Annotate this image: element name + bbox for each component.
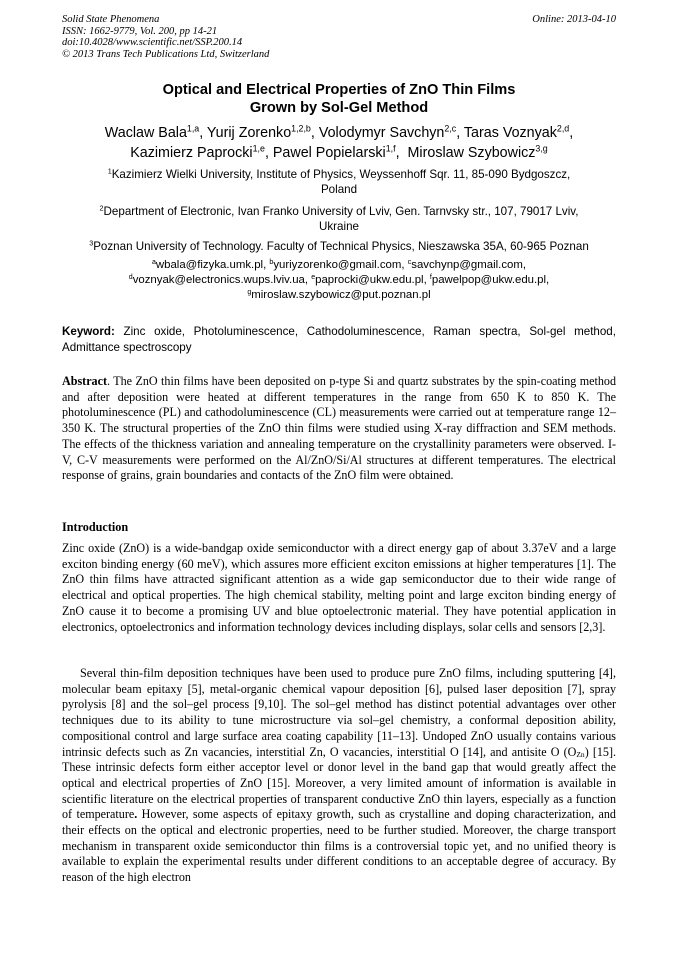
keywords bbox=[62, 324, 616, 355]
author: Pawel Popielarski$^{1,f}$ bbox=[272, 143, 396, 161]
email-link[interactable]: $^f$pawelpop@ukw.edu.pl bbox=[429, 273, 547, 286]
section-heading-introduction: Introduction bbox=[62, 520, 129, 534]
author: Volodymyr Savchyn$^{2,c}$ bbox=[318, 123, 457, 141]
abstract-text: . The ZnO thin films have been deposited on p-type Si and quartz substrates by the spin-coating method and after deposition were heated at different temperatures in the range from 650 K to 850 K. The photoluminescence (PL) and cathodoluminescence (CL) measurements were carried out at temperature range 12–350 K. The structural properties of the ZnO thin films were studied using X-ray diffraction and SEM methods. The effects of the thickness variation and annealing temperature on the crystallinity parameters were observed. I-V, C-V measurements were performed on the Al/ZnO/Si/Al structures at different temperatures. The electrical response of grains, grain boundaries and contacts of the ZnO film were obtained. bbox=[62, 374, 616, 483]
email-link[interactable]: $^d$voznyak@electronics.wups.lviv.ua bbox=[128, 273, 305, 286]
email-list: $^a$wbala@fizyka.umk.pl, $^b$yuriyzorenko@gmail.com, $^c$savchynp@gmail.com, $^d$voznyak@electronics.wups.lviv.ua, $^e$paprocki@ukw.edu.pl, $^f$pawelpop@ukw.edu.pl, $^g$miroslaw.szybowicz@put.poznan.pl bbox=[128, 258, 550, 301]
journal-issn: ISSN: 1662-9779, Vol. 200, pp 14-21 bbox=[62, 25, 218, 37]
keywords-text: Zinc oxide, Photoluminescence, Cathodoluminescence, Raman spectra, Sol-gel method, Admittance spectroscopy bbox=[62, 325, 616, 354]
email-link[interactable]: $^c$savchynp@gmail.com bbox=[407, 258, 523, 271]
abstract-label: Abstract bbox=[62, 374, 108, 388]
author-list: Waclaw Bala$^{1,a}$, Yurij Zorenko$^{1,2,b}$, Volodymyr Savchyn$^{2,c}$, Taras Voznyak$^{2,d}$, Kazimierz Paprocki$^{1,e}$, Pawel Popielarski$^{1,f}$, Miroslaw Szybowicz$^{3,g}$ bbox=[104, 123, 574, 161]
introduction-paragraph-1: Zinc oxide (ZnO) is a wide-bandgap oxide semiconductor with a direct energy gap of about 3.37eV and a large exciton binding energy (60 meV), which assures more efficient exciton emissions at higher temperatures [1]. The ZnO thin films have attracted significant attention as a wide gap semiconductor due to their wide range of electrical and optical properties. The high chemical stability, melting point and large exciton binding energy of ZnO cause it to become a promising UV and blue optoelectronic material. They have potential application in electronics, optoelectronics and information technology devices including displays, solar cells and sensors [2,3]. bbox=[62, 541, 616, 634]
affiliation-3: $^3$Poznan University of Technology. Faculty of Technical Physics, Nieszawska 35A, 60-965 Poznan bbox=[89, 238, 589, 253]
paper-title: Optical and Electrical Properties of ZnO Thin Films Grown by Sol-Gel Method bbox=[162, 82, 516, 116]
author: Kazimierz Paprocki$^{1,e}$ bbox=[130, 143, 265, 161]
online-date: Online: 2013-04-10 bbox=[532, 14, 616, 25]
email-link[interactable]: $^g$miroslaw.szybowicz@put.poznan.pl bbox=[247, 288, 431, 301]
author: Miroslaw Szybowicz$^{3,g}$ bbox=[407, 143, 548, 161]
keywords-label: Keyword: bbox=[62, 325, 115, 338]
email-link[interactable]: $^b$yuriyzorenko@gmail.com bbox=[269, 258, 402, 271]
affiliation-1: $^1$Kazimierz Wielki University, Institute of Physics, Weyssenhoff Sqr. 11, 85-090 Bydgoszcz, Poland bbox=[107, 166, 571, 196]
journal-header bbox=[62, 14, 269, 60]
author: Taras Voznyak$^{2,d}$ bbox=[463, 123, 570, 141]
email-link[interactable]: $^a$wbala@fizyka.umk.pl bbox=[151, 258, 264, 271]
abstract bbox=[62, 374, 616, 484]
author: Waclaw Bala$^{1,a}$ bbox=[104, 123, 200, 141]
email-link[interactable]: $^e$paprocki@ukw.edu.pl bbox=[311, 273, 424, 286]
journal-copyright: © 2013 Trans Tech Publications Ltd, Switzerland bbox=[62, 48, 270, 60]
author: Yurij Zorenko$^{1,2,b}$ bbox=[206, 123, 311, 141]
introduction-paragraph-2: Several thin-film deposition techniques have been used to produce pure ZnO films, including sputtering [4], molecular beam epitaxy [5], metal-organic chemical vapour deposition [6], pulsed laser deposition [7], spray pyrolysis [8] and the sol–gel process [9,10]. The sol–gel method has distinct potential advantages over other techniques due to its ability to tune microstructure via sol–gel chemistry, a conformal deposition ability, compositional control and large surface area coating capability [11–13]. Undoped ZnO usually contains various intrinsic defects such as Zn vacancies, interstitial Zn, O vacancies, interstitial O [14], and antisite O $(O_{Zn})$ [15]. These intrinsic defects form either acceptor level or donor level in the band gap that would greatly affect the optical and electrical properties of ZnO [15]. Moreover, a very limited amount of information is available in scientific literature on the electrical properties of transparent conductive ZnO thin layers, especially as a function of temperature. However, some aspects of epitaxy growth, such as crystalline and doping characterization, and their effects on the optical and electronic properties, need to be further studied. Moreover, the charge transport mechanism in transparent oxide semiconductor thin films is a controversial topic yet, and no unified theory is available to explain the experimental results under different conditions to an acceptable degree of accuracy. By reason of the high electron bbox=[62, 666, 616, 885]
journal-doi: doi:10.4028/www.scientific.net/SSP.200.14 bbox=[62, 37, 243, 48]
journal-name: Solid State Phenomena bbox=[62, 14, 160, 25]
affiliation-2: $^2$Department of Electronic, Ivan Franko University of Lviv, Gen. Tarnvsky str., 107, 79017 Lviv, Ukraine bbox=[99, 203, 579, 233]
